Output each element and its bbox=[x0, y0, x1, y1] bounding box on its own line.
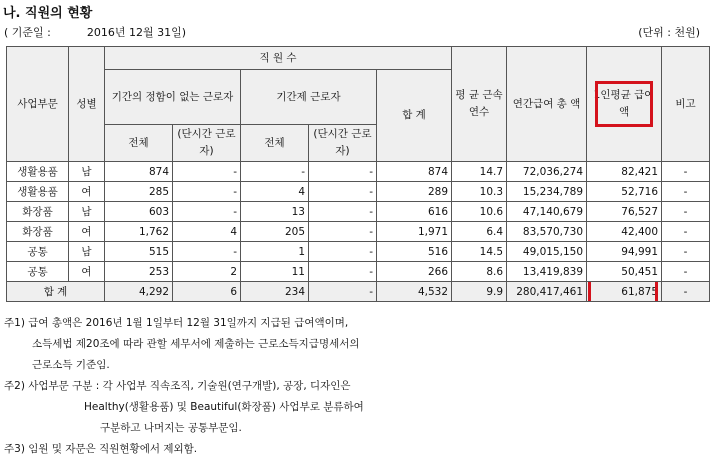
cell-fixed-total: 1 bbox=[241, 242, 309, 262]
cell-remarks: - bbox=[662, 242, 710, 262]
cell-pay-avg: 52,716 bbox=[587, 182, 662, 202]
cell-gender: 남 bbox=[69, 162, 105, 182]
cell-indef-total: 874 bbox=[105, 162, 173, 182]
note-line: Healthy(생활용품) 및 Beautiful(화장품) 사업부로 분류하여 bbox=[84, 401, 364, 413]
cell-tenure: 6.4 bbox=[452, 222, 507, 242]
header-remarks: 비고 bbox=[662, 47, 710, 162]
header-employee-count: 직 원 수 bbox=[105, 47, 452, 70]
cell-pay-avg-total-value: 61,875 bbox=[621, 285, 659, 298]
header-total: 합 계 bbox=[377, 70, 452, 162]
note-line: 구분하고 나머지는 공통부문임. bbox=[100, 422, 242, 434]
unit-label: (단위 : 천원) bbox=[638, 26, 700, 39]
cell-tenure: 14.7 bbox=[452, 162, 507, 182]
table-body bbox=[7, 162, 710, 302]
note-line: 근로소득 기준임. bbox=[32, 359, 110, 371]
total-row bbox=[7, 282, 710, 302]
cell-pay-total: 49,015,150 bbox=[507, 242, 587, 262]
cell-indef-part: 2 bbox=[173, 262, 241, 282]
cell-total: 516 bbox=[377, 242, 452, 262]
cell-indef-total: 1,762 bbox=[105, 222, 173, 242]
cell-fixed-part: - bbox=[309, 202, 377, 222]
cell-gender: 여 bbox=[69, 182, 105, 202]
cell-indef-total: 285 bbox=[105, 182, 173, 202]
cell-pay-total: 72,036,274 bbox=[507, 162, 587, 182]
cell-division: 화장품 bbox=[7, 222, 69, 242]
cell-indef-total: 253 bbox=[105, 262, 173, 282]
header-gender: 성별 bbox=[69, 47, 105, 162]
note-line: 소득세법 제20조에 따라 관할 세무서에 제출하는 근로소득지급명세서의 bbox=[32, 338, 360, 350]
cell-fixed-part: - bbox=[309, 242, 377, 262]
cell-tenure: 10.3 bbox=[452, 182, 507, 202]
cell-tenure: 8.6 bbox=[452, 262, 507, 282]
table-row bbox=[7, 182, 710, 202]
cell-total: 289 bbox=[377, 182, 452, 202]
basis-label: ( 기준일 : bbox=[4, 26, 51, 39]
cell-fixed-total: 11 bbox=[241, 262, 309, 282]
cell-pay-total: 47,140,679 bbox=[507, 202, 587, 222]
cell-fixed-total: 205 bbox=[241, 222, 309, 242]
cell-fixed-total: 4 bbox=[241, 182, 309, 202]
cell-fixed-part: - bbox=[309, 282, 377, 302]
cell-fixed-total: 234 bbox=[241, 282, 309, 302]
cell-total-label: 합 계 bbox=[7, 282, 105, 302]
cell-division: 공통 bbox=[7, 242, 69, 262]
footnotes bbox=[4, 313, 364, 460]
cell-division: 화장품 bbox=[7, 202, 69, 222]
cell-pay-avg: 94,991 bbox=[587, 242, 662, 262]
cell-total: 1,971 bbox=[377, 222, 452, 242]
cell-division: 공통 bbox=[7, 262, 69, 282]
cell-remarks: - bbox=[662, 182, 710, 202]
cell-total: 4,532 bbox=[377, 282, 452, 302]
cell-pay-total: 15,234,789 bbox=[507, 182, 587, 202]
cell-tenure: 10.6 bbox=[452, 202, 507, 222]
cell-division: 생활용품 bbox=[7, 182, 69, 202]
cell-gender: 남 bbox=[69, 242, 105, 262]
table-row bbox=[7, 162, 710, 182]
table-row bbox=[7, 222, 710, 242]
cell-fixed-total: 13 bbox=[241, 202, 309, 222]
header-fixed-term: 기간제 근로자 bbox=[241, 70, 377, 125]
cell-pay-avg: 82,421 bbox=[587, 162, 662, 182]
employee-status-table bbox=[6, 46, 710, 302]
cell-remarks: - bbox=[662, 282, 710, 302]
cell-indef-total: 4,292 bbox=[105, 282, 173, 302]
cell-tenure: 14.5 bbox=[452, 242, 507, 262]
cell-pay-total: 280,417,461 bbox=[507, 282, 587, 302]
cell-gender: 여 bbox=[69, 262, 105, 282]
cell-remarks: - bbox=[662, 162, 710, 182]
basis-date: 2016년 12월 31일 bbox=[86, 26, 182, 39]
header-per-capita-pay-label: 1인평균 급여액 bbox=[593, 89, 655, 118]
cell-total: 266 bbox=[377, 262, 452, 282]
cell-fixed-part: - bbox=[309, 262, 377, 282]
header-avg-tenure: 평 균 근속연수 bbox=[452, 47, 507, 162]
note-line: 주2) 사업부문 구분 : 각 사업부 직속조직, 기술원(연구개발), 공장, 디자인은 bbox=[4, 380, 351, 392]
cell-total: 616 bbox=[377, 202, 452, 222]
cell-pay-avg: 76,527 bbox=[587, 202, 662, 222]
header-fixed-part: (단시간 근로자) bbox=[309, 125, 377, 162]
basis-date-line bbox=[4, 24, 186, 40]
cell-indef-part: 6 bbox=[173, 282, 241, 302]
cell-indef-part: - bbox=[173, 162, 241, 182]
header-indef-part: (단시간 근로자) bbox=[173, 125, 241, 162]
header-division: 사업부문 bbox=[7, 47, 69, 162]
cell-pay-avg-total bbox=[587, 282, 662, 302]
table-row bbox=[7, 202, 710, 222]
cell-total: 874 bbox=[377, 162, 452, 182]
table-row bbox=[7, 262, 710, 282]
cell-fixed-part: - bbox=[309, 162, 377, 182]
cell-indef-part: 4 bbox=[173, 222, 241, 242]
cell-indef-part: - bbox=[173, 202, 241, 222]
cell-fixed-part: - bbox=[309, 182, 377, 202]
header-indef-all: 전체 bbox=[105, 125, 173, 162]
cell-division: 생활용품 bbox=[7, 162, 69, 182]
basis-close: ) bbox=[181, 26, 187, 39]
cell-tenure: 9.9 bbox=[452, 282, 507, 302]
cell-indef-part: - bbox=[173, 182, 241, 202]
note-line: 주1) 급여 총액은 2016년 1월 1일부터 12월 31일까지 지급된 급여액이며, bbox=[4, 317, 349, 329]
cell-pay-avg: 50,451 bbox=[587, 262, 662, 282]
cell-pay-total: 83,570,730 bbox=[507, 222, 587, 242]
cell-indef-part: - bbox=[173, 242, 241, 262]
cell-fixed-part: - bbox=[309, 222, 377, 242]
header-per-capita-pay bbox=[587, 47, 662, 162]
cell-remarks: - bbox=[662, 222, 710, 242]
section-title: 나. 직원의 현황 bbox=[3, 6, 93, 21]
cell-remarks: - bbox=[662, 262, 710, 282]
header-fixed-all: 전체 bbox=[241, 125, 309, 162]
cell-pay-avg: 42,400 bbox=[587, 222, 662, 242]
highlight-box-header bbox=[595, 81, 653, 127]
table-row bbox=[7, 242, 710, 262]
cell-indef-total: 603 bbox=[105, 202, 173, 222]
header-annual-pay: 연간급여 총 액 bbox=[507, 47, 587, 162]
note-line: 주3) 임원 및 자문은 직원현황에서 제외함. bbox=[4, 443, 198, 455]
cell-indef-total: 515 bbox=[105, 242, 173, 262]
header-indefinite: 기간의 정함이 없는 근로자 bbox=[105, 70, 241, 125]
cell-fixed-total: - bbox=[241, 162, 309, 182]
cell-gender: 남 bbox=[69, 202, 105, 222]
cell-gender: 여 bbox=[69, 222, 105, 242]
cell-pay-total: 13,419,839 bbox=[507, 262, 587, 282]
cell-remarks: - bbox=[662, 202, 710, 222]
